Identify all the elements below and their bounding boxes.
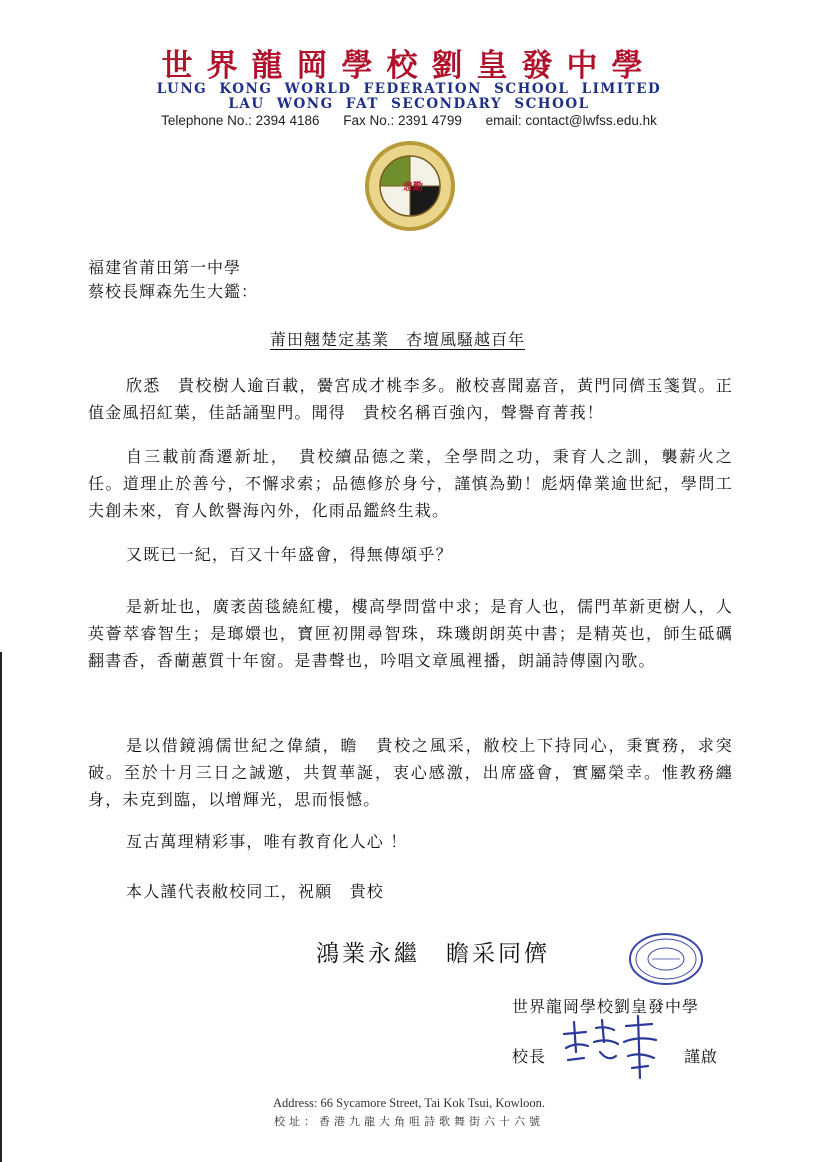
recipient-name: 蔡校長輝森先生大鑑： — [88, 282, 259, 301]
school-name-chinese: 世界龍岡學校劉皇發中學 — [161, 48, 657, 84]
fax: Fax No.: 2391 4799 — [343, 113, 462, 128]
letter-subject: 莆田翹楚定基業 杏壇風騷越百年 — [270, 330, 526, 349]
body-paragraph-7: 本人謹代表敝校同工，祝願 貴校 — [126, 882, 385, 901]
school-name-english-line1: LUNG KONG WORLD FEDERATION SCHOOL LIMITED — [156, 81, 662, 97]
body-paragraph-5: 是以借鏡鴻儒世紀之偉績，瞻 貴校之風采，敝校上下持同心，秉實務，求突破。至於十月三日之誠邀，共賀華誕，衷心感激，出席盛會，實屬榮幸。惟教務纏身，未克到臨，以增輝光，思而悵憾。 — [88, 736, 733, 809]
sender-school: 世界龍岡學校劉皇發中學 — [512, 997, 700, 1016]
school-name-english-line2: LAU WONG FAT SECONDARY SCHOOL — [228, 96, 590, 112]
body-paragraph-6: 亙古萬理精彩事，唯有教育化人心 ！ — [126, 832, 408, 851]
address-chinese: 校址：香港九龍大角咀詩歌舞街六十六號 — [274, 1115, 544, 1128]
body-paragraph-2: 自三載前喬遷新址， 貴校續品德之業，全學問之功，秉育人之訓，襲薪火之任。道理止於善兮，不懈求索；品德修於身兮，謹慎為勤！彪炳偉業逾世紀，學問工夫創未來，育人飲譽海內外，化雨品鑑終生栽。 — [88, 447, 733, 520]
recipient-school: 福建省莆田第一中學 — [88, 258, 242, 277]
school-crest-logo — [364, 140, 456, 232]
email: email: contact@lwfss.edu.hk — [485, 113, 657, 128]
body-paragraph-3: 又既已一紀，百又十年盛會，得無傳頌乎？ — [126, 545, 453, 564]
crest-char-2: 勤 — [413, 182, 423, 193]
principal-signature — [556, 1012, 666, 1082]
contact-line — [0, 113, 818, 128]
closing-motto: 鴻業永繼 瞻采同儕 — [316, 941, 550, 967]
principal-label: 校長 — [512, 1047, 547, 1066]
body-paragraph-4: 是新址也，廣袤茵毯繞紅樓，樓高學問當中求；是育人也，儒門革新更樹人，人英薈萃睿智生；是瑯嬛也，寶匣初開尋智珠，珠璣朗朗英中書；是精英也，師生砥礪翻書香，香蘭蕙質十年窗。是書聲也，吟唱文章風裡播，朗誦詩傳園內歌。 — [88, 597, 733, 670]
school-seal-stamp — [628, 932, 704, 986]
closing-respect: 謹啟 — [684, 1047, 719, 1066]
telephone: Telephone No.: 2394 4186 — [161, 113, 320, 128]
address-english: Address: 66 Sycamore Street, Tai Kok Tsui, Kowloon. — [272, 1096, 546, 1110]
crest-char-1: 忠 — [403, 182, 413, 193]
body-paragraph-1: 欣悉 貴校樹人逾百載，黌宮成才桃李多。敝校喜聞嘉音，黃門同儕玉箋賀。正值金風招紅葉，佳話誦聖門。聞得 貴校名稱百強內，聲譽育菁莪！ — [88, 376, 733, 422]
scan-edge-line — [0, 652, 2, 1162]
